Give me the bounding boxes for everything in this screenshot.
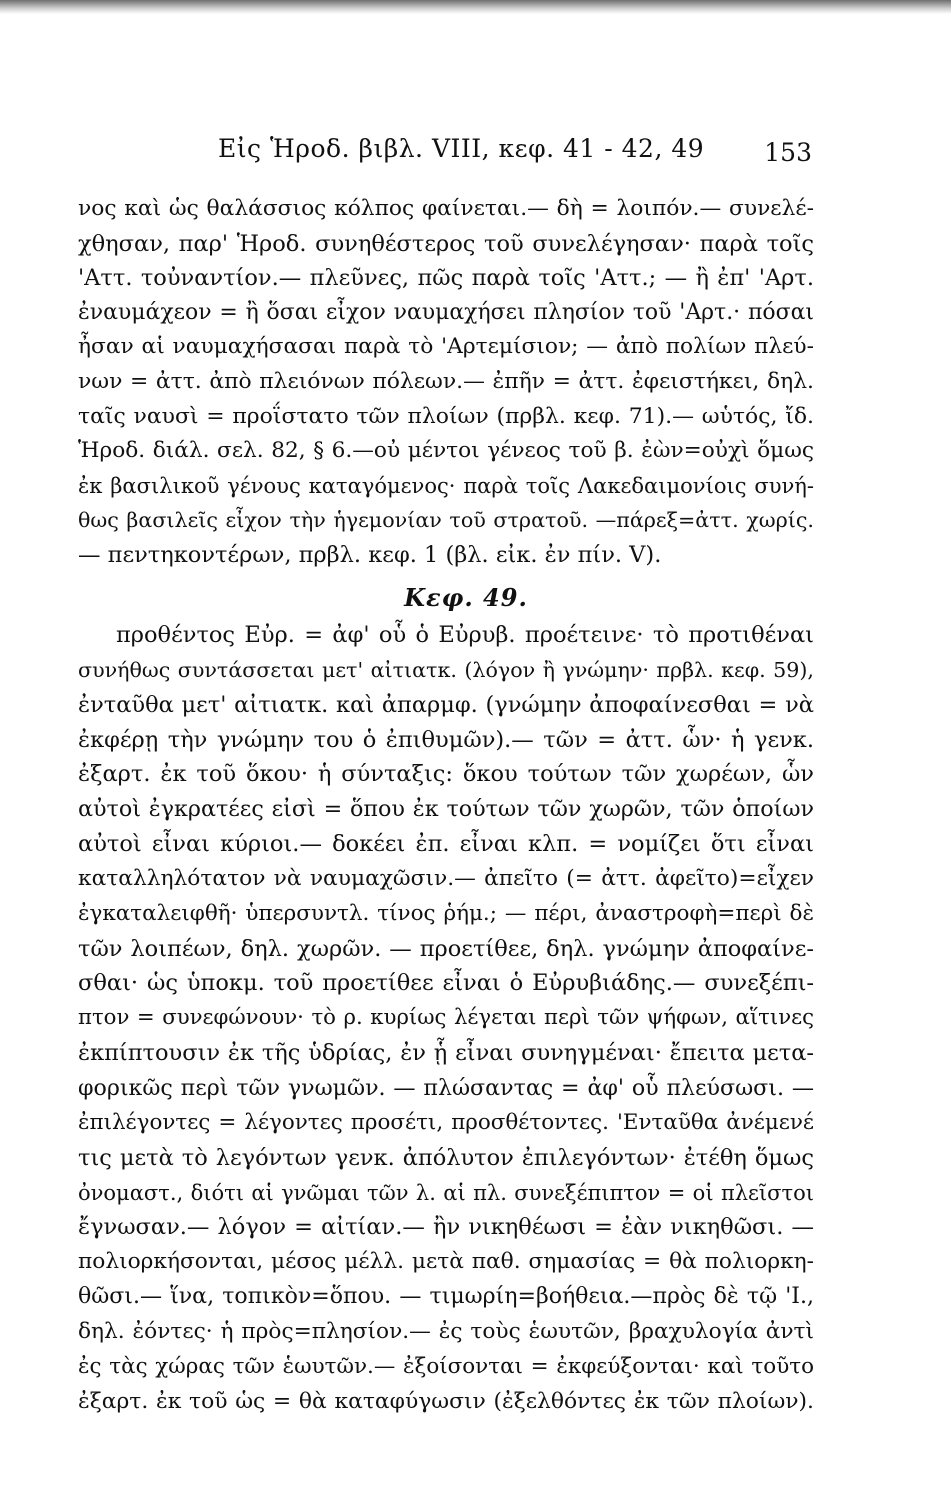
page-number: 153 bbox=[764, 138, 812, 167]
text-line: τις μετὰ τὸ λεγόντων γενκ. ἀπόλυτον ἐπιλεγόντων· ἐτέθη ὅμως bbox=[78, 1144, 814, 1171]
text-line: ἐκ βασιλικοῦ γένους καταγόμενος· παρὰ τοῖς Λακεδαιμονίοις συνή- bbox=[78, 472, 814, 498]
text-line: ἐπιλέγοντες = λέγοντες προσέτι, προσθέτοντες. 'Ενταῦθα ἀνέμενέ bbox=[78, 1109, 814, 1135]
running-head bbox=[78, 128, 814, 172]
text-line: ἐνταῦθα μετ' αἰτιατκ. καὶ ἀπαρμφ. (γνώμην ἀποφαίνεσθαι = νὰ bbox=[78, 691, 814, 718]
text-line: πτον = συνεφώνουν· τὸ ρ. κυρίως λέγεται περὶ τῶν ψήφων, αἵτινες bbox=[78, 1005, 814, 1031]
text-line: ἐξαρτ. ἐκ τοῦ ὅκου· ἡ σύνταξις: ὅκου τούτων τῶν χωρέων, ὧν bbox=[78, 761, 814, 788]
text-line: ἐκπίπτουσιν ἐκ τῆς ὑδρίας, ἐν ᾗ εἶναι συνηγμέναι· ἔπειτα μετα- bbox=[78, 1040, 814, 1067]
text-line: ἦσαν αἱ ναυμαχήσασαι παρὰ τὸ 'Αρτεμίσιον; — ἀπὸ πολίων πλεύ- bbox=[78, 334, 814, 360]
text-line: ἔγνωσαν.— λόγον = αἰτίαν.— ἢν νικηθέωσι = ἐὰν νικηθῶσι. — bbox=[78, 1214, 814, 1241]
text-line: θῶσι.— ἵνα, τοπικὸν=ὅπου. — τιμωρίη=βοήθεια.—πρὸς δὲ τῷ 'Ι., bbox=[78, 1284, 814, 1310]
text-line: δηλ. ἐόντες· ἡ πρὸς=πλησίον.— ἐς τοὺς ἑωυτῶν, βραχυλογία ἀντὶ bbox=[78, 1318, 814, 1344]
text-line: αὐτοὶ εἶναι κύριοι.— δοκέει ἐπ. εἶναι κλπ. = νομίζει ὅτι εἶναι bbox=[78, 831, 814, 858]
text-line: ἐξαρτ. ἐκ τοῦ ὡς = θὰ καταφύγωσιν (ἐξελθόντες ἐκ τῶν πλοίων). bbox=[78, 1388, 814, 1414]
text-line: προθέντος Εὐρ. = ἀφ' οὗ ὁ Εὐρυβ. προέτεινε· τὸ προτιθέναι bbox=[116, 622, 814, 648]
page-top-edge bbox=[0, 0, 951, 14]
text-line: νος καὶ ὡς θαλάσσιος κόλπος φαίνεται.— δὴ = λοιπόν.— συνελέ- bbox=[78, 196, 814, 221]
commentary-part1 bbox=[78, 192, 814, 623]
text-line: νων = ἀττ. ἀπὸ πλειόνων πόλεων.— ἐπῆν = ἀττ. ἐφειστήκει, δηλ. bbox=[78, 368, 814, 394]
text-line: ἐς τὰς χώρας τῶν ἑωυτῶν.— ἐξοίσονται = ἐκφεύξονται· καὶ τοῦτο bbox=[78, 1353, 814, 1379]
text-line: πολιορκήσονται, μέσος μέλλ. μετὰ παθ. σημασίας = θὰ πολιορκη- bbox=[78, 1249, 814, 1275]
text-line: ταῖς ναυσὶ = προΐστατο τῶν πλοίων (πρβλ. κεφ. 71).— ωὑτός, ἴδ. bbox=[78, 403, 814, 429]
text-line: αὐτοὶ ἐγκρατέες εἰσὶ = ὅπου ἐκ τούτων τῶν χωρῶν, τῶν ὁποίων bbox=[78, 796, 814, 823]
text-line: ὀνομαστ., διότι αἱ γνῶμαι τῶν λ. αἱ πλ. συνεξέπιπτον = οἱ πλεῖστοι bbox=[78, 1179, 814, 1205]
chapter-heading: Κεφ. 49. bbox=[404, 582, 528, 612]
commentary-part2 bbox=[78, 618, 814, 1419]
text-line: καταλληλότατον νὰ ναυμαχῶσιν.— ἀπεῖτο (= ἀττ. ἀφεῖτο)=εἶχεν bbox=[78, 865, 814, 891]
text-line: ἐκφέρῃ τὴν γνώμην του ὁ ἐπιθυμῶν).— τῶν = ἀττ. ὧν· ἡ γενκ. bbox=[78, 726, 814, 753]
text-line: Ἡροδ. διάλ. σελ. 82, § 6.—οὐ μέντοι γένεος τοῦ β. ἐὼν=οὐχὶ ὅμως bbox=[78, 438, 814, 464]
text-line: θως βασιλεῖς εἶχον τὴν ἡγεμονίαν τοῦ στρατοῦ. —πάρεξ=ἀττ. χωρίς. bbox=[78, 508, 814, 533]
text-line: τῶν λοιπέων, δηλ. χωρῶν. — προετίθεε, δηλ. γνώμην ἀποφαίνε- bbox=[78, 935, 814, 962]
text-line: φορικῶς περὶ τῶν γνωμῶν. — πλώσαντας = ἀφ' οὗ πλεύσωσι. — bbox=[78, 1074, 814, 1101]
text-line: σθαι· ὡς ὑποκμ. τοῦ προετίθεε εἶναι ὁ Εὐρυβιάδης.— συνεξέπι- bbox=[78, 970, 814, 997]
text-line: συνήθως συντάσσεται μετ' αἰτιατκ. (λόγον ἢ γνώμην· πρβλ. κεφ. 59), bbox=[78, 657, 814, 682]
text-line: χθησαν, παρ' Ἡροδ. συνηθέστερος τοῦ συνελέγησαν· παρὰ τοῖς bbox=[78, 230, 814, 257]
book-page bbox=[78, 128, 814, 1458]
text-line: ἐναυμάχεον = ἢ ὅσαι εἶχον ναυμαχήσει πλησίον τοῦ 'Αρτ.· πόσαι bbox=[78, 299, 814, 325]
text-line: ἐγκαταλειφθῆ· ὑπερσυντλ. τίνος ῥήμ.; — πέρι, ἀναστροφὴ=περὶ δὲ bbox=[78, 900, 814, 926]
text-line: — πεντηκοντέρων, πρβλ. κεφ. 1 (βλ. εἰκ. ἐν πίν. V). bbox=[78, 541, 662, 568]
text-line: 'Αττ. τοὐναντίον.— πλεῦνες, πῶς παρὰ τοῖς 'Αττ.; — ἢ ἐπ' 'Αρτ. bbox=[78, 265, 814, 292]
running-title: Εἰς Ἡροδ. βιβλ. VIII, κεφ. 41 - 42, 49 bbox=[218, 134, 705, 163]
